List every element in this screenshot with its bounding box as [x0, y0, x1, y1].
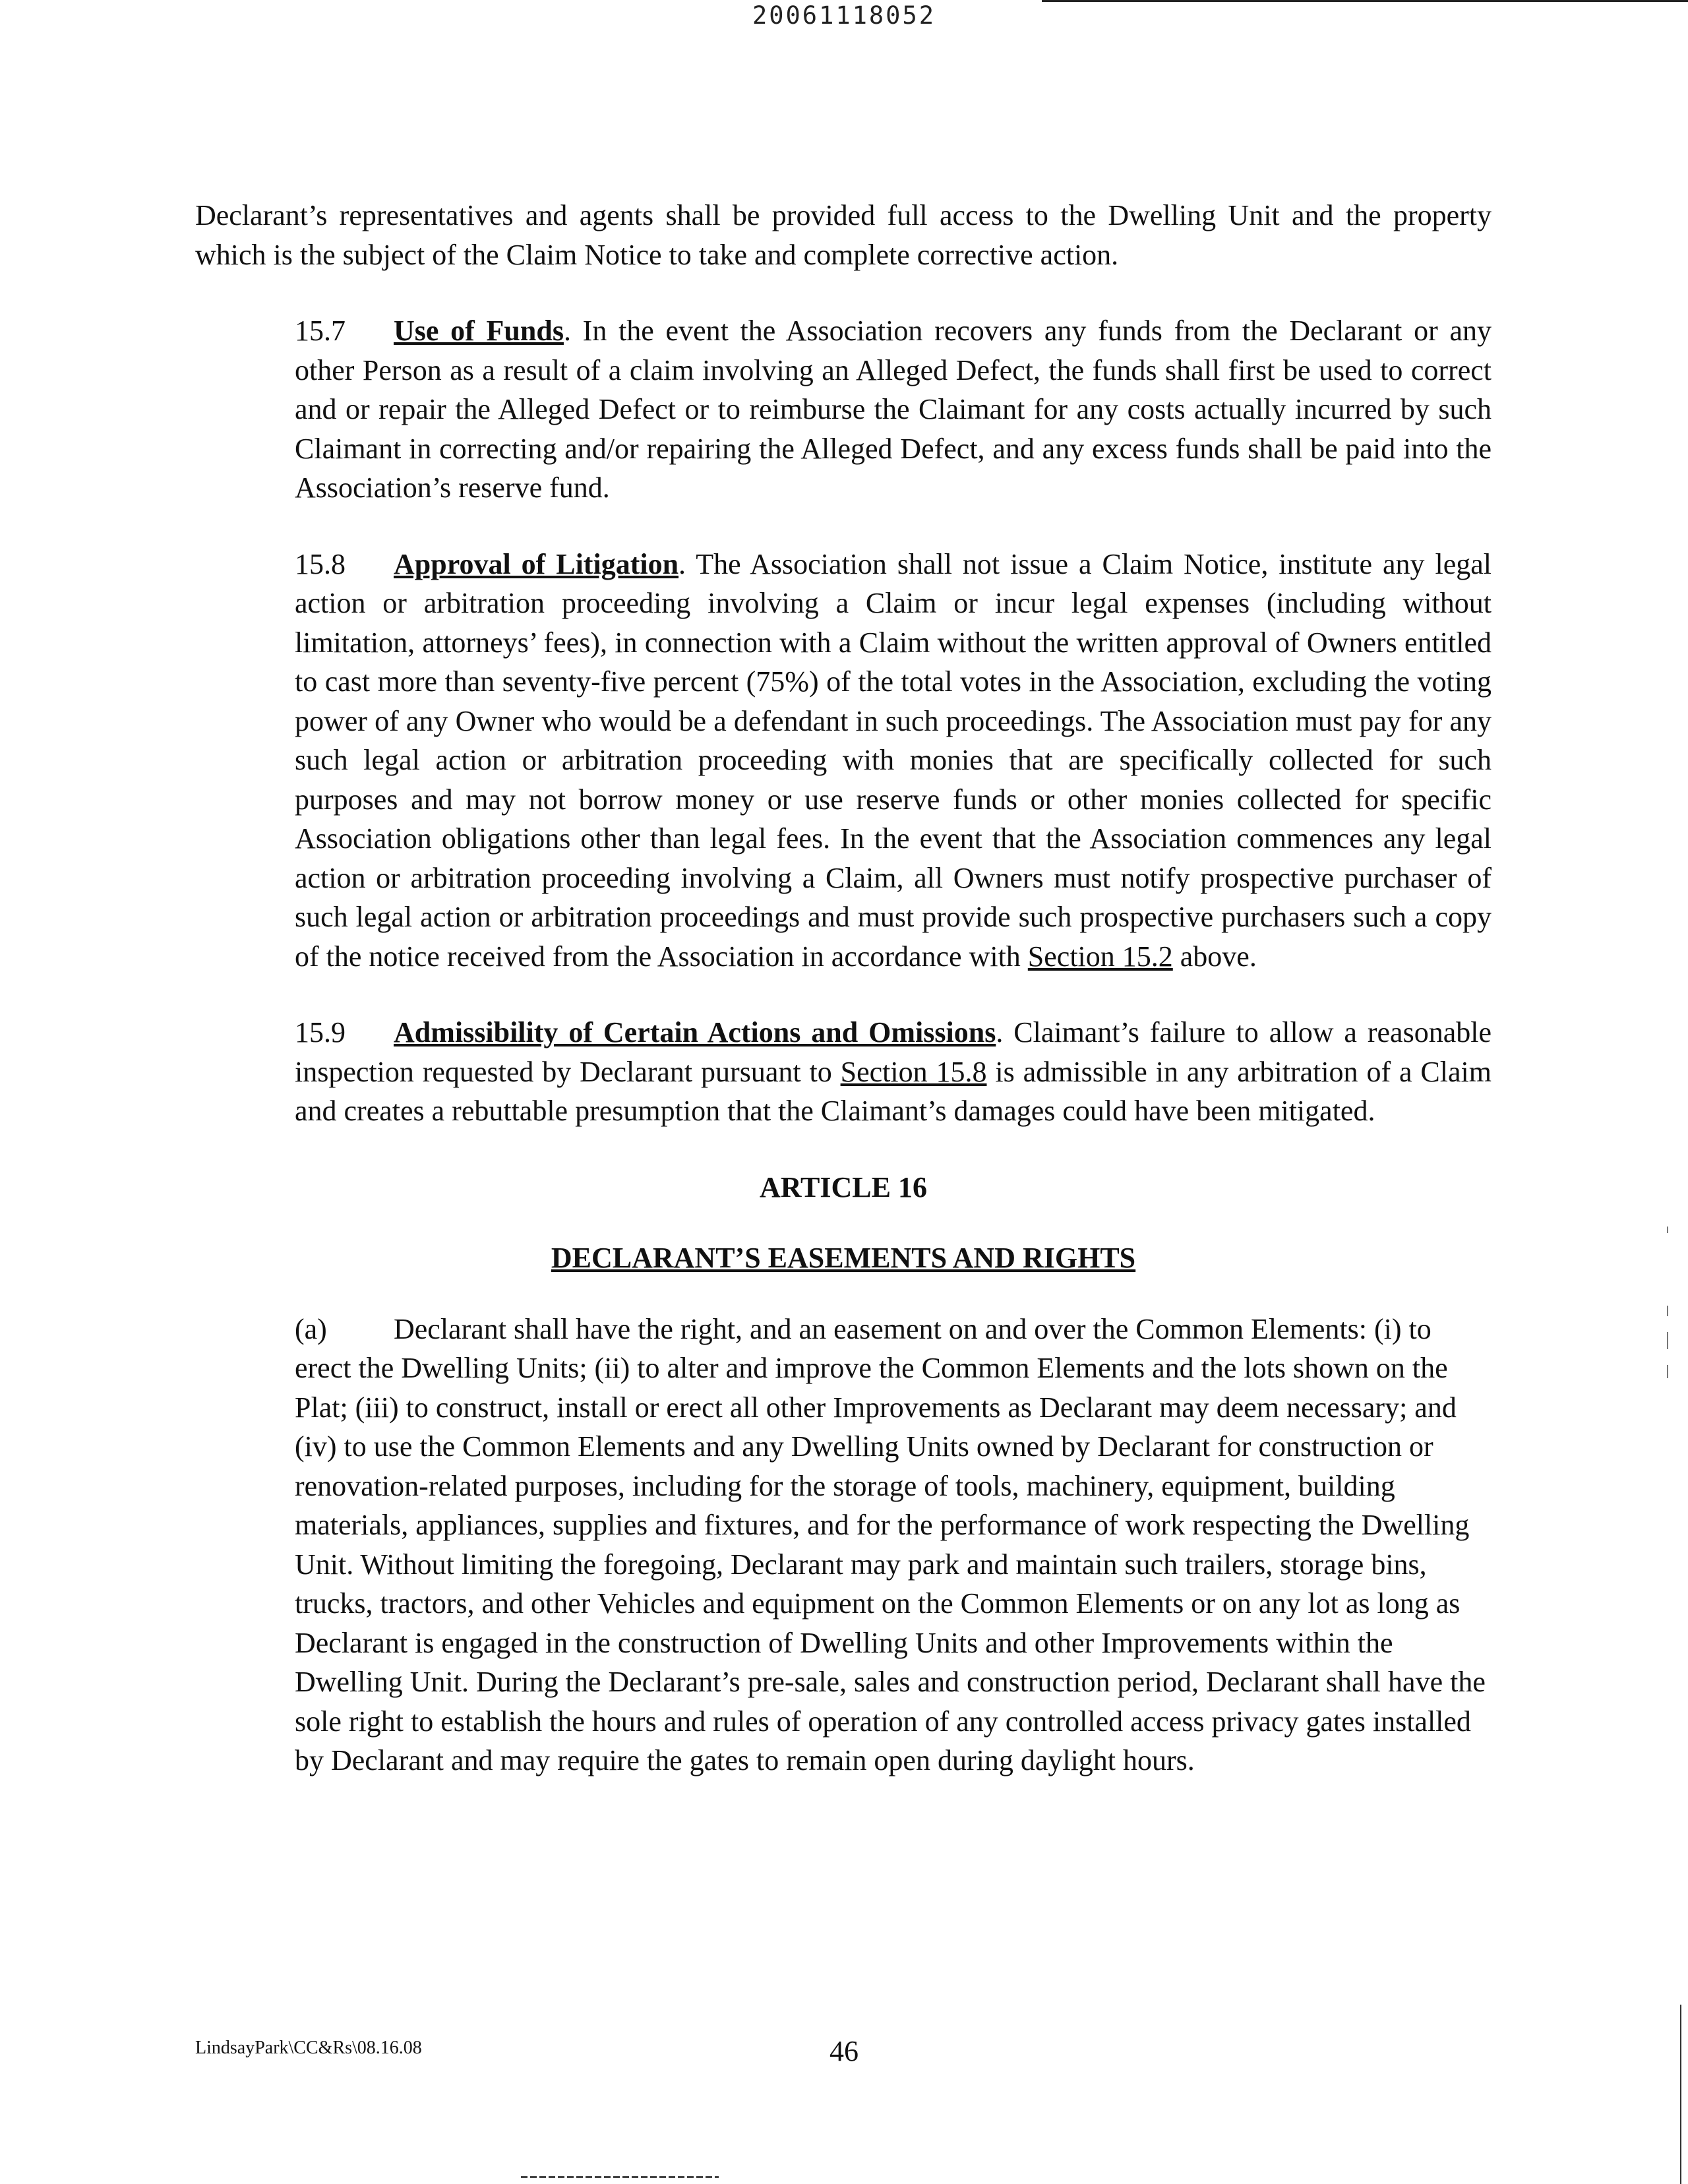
article-subtitle: DECLARANT’S EASEMENTS AND RIGHTS	[551, 1242, 1136, 1274]
section-15-7	[195, 311, 1492, 508]
item-label: (a)	[295, 1312, 327, 1345]
scan-speck	[1667, 1227, 1668, 1233]
document-stamp-number: 20061118052	[752, 1, 936, 30]
footer-file-reference: LindsayPark\CC&Rs\08.16.08	[195, 2038, 422, 2058]
section-text: . The Association shall not issue a Claim Notice, institute any legal action or arbitration proceeding involving a Claim or incur legal expenses (including without limitation, attorneys’ fees), in connection with a Claim without the written approval of Owners entitled to cast more than seventy-five percent (75%) of the total votes in the Association, excluding the voting power of any Owner who would be a defendant in such proceedings. The Association must pay for any such legal action or arbitration proceeding with monies that are specifically collected for such purposes and may not borrow money or use reserve funds or other monies collected for specific Association obligations other than legal fees. In the event that the Association commences any legal action or arbitration proceeding involving a Claim, all Owners must notify prospective purchaser of such legal action or arbitration proceedings and must provide such prospective purchasers such a copy of the notice received from the Association in accordance with	[295, 547, 1492, 973]
section-reference: Section 15.8	[840, 1055, 987, 1088]
section-heading: Use of Funds	[394, 315, 564, 347]
section-15-9	[195, 1013, 1492, 1131]
section-number: 15.8	[295, 547, 346, 580]
item-text: Declarant shall have the right, and an easement on and over the Common Elements: (i) to erect the Dwelling Units; (ii) to alter and improve the Common Elements and the lots shown on the Plat; (iii) to construct, install or erect all other Improvements as Declarant may deem necessary; and (iv) to use the Common Elements and any Dwelling Units owned by Declarant for construction or renovation-related purposes, including for the storage of tools, machinery, equipment, building materials, appliances, supplies and fixtures, and for the performance of work respecting the Dwelling Unit. Without limiting the foregoing, Declarant may park and maintain such trailers, storage bins, trucks, tractors, and other Vehicles and equipment on the Common Elements or on any lot as long as Declarant is engaged in the construction of Dwelling Units and other Improvements within the Dwelling Unit. During the Declarant’s pre-sale, sales and construction period, Declarant shall have the sole right to establish the hours and rules of operation of any controlled access privacy gates installed by Declarant and may require the gates to remain open during daylight hours.	[295, 1312, 1486, 1776]
article-title: ARTICLE 16	[760, 1170, 927, 1203]
scan-speck	[1667, 1332, 1668, 1349]
section-text-tail: above.	[1172, 940, 1257, 973]
section-number: 15.9	[295, 1016, 346, 1048]
section-heading: Admissibility of Certain Actions and Omissions	[394, 1016, 996, 1048]
scan-speck	[1667, 1365, 1668, 1378]
section-text-tail: is admissible in any arbitration of a Claim and creates a rebuttable presumption that the Claimant’s damages could have been mitigated.	[295, 1055, 1492, 1127]
section-text: . In the event the Association recovers any funds from the Declarant or any other Person as a result of a claim involving an Alleged Defect, the funds shall first be used to correct and or repair the Alleged Defect or to reimburse the Claimant for any costs actually incurred by such Claimant in correcting and/or repairing the Alleged Defect, and any excess funds shall be paid into the Association’s reserve fund.	[295, 315, 1492, 504]
document-body	[195, 196, 1492, 1780]
scan-speck	[1667, 1306, 1668, 1316]
section-number: 15.7	[295, 315, 346, 347]
paragraph-continuation: Declarant’s representatives and agents shall be provided full access to the Dwelling Unit and the property which is the subject of the Claim Notice to take and complete corrective action.	[195, 199, 1492, 271]
scan-right-edge-line	[1680, 2005, 1681, 2184]
section-reference: Section 15.2	[1027, 940, 1173, 973]
page-number: 46	[829, 2035, 859, 2067]
scan-top-line	[1042, 0, 1688, 2]
article-item-a	[195, 1310, 1492, 1780]
section-text: . Claimant’s failure to allow a reasonable inspection requested by Declarant pursuant to	[295, 1016, 1492, 1088]
section-15-8	[195, 545, 1492, 977]
scan-bottom-fragment	[521, 2176, 719, 2178]
section-heading: Approval of Litigation	[394, 547, 679, 580]
